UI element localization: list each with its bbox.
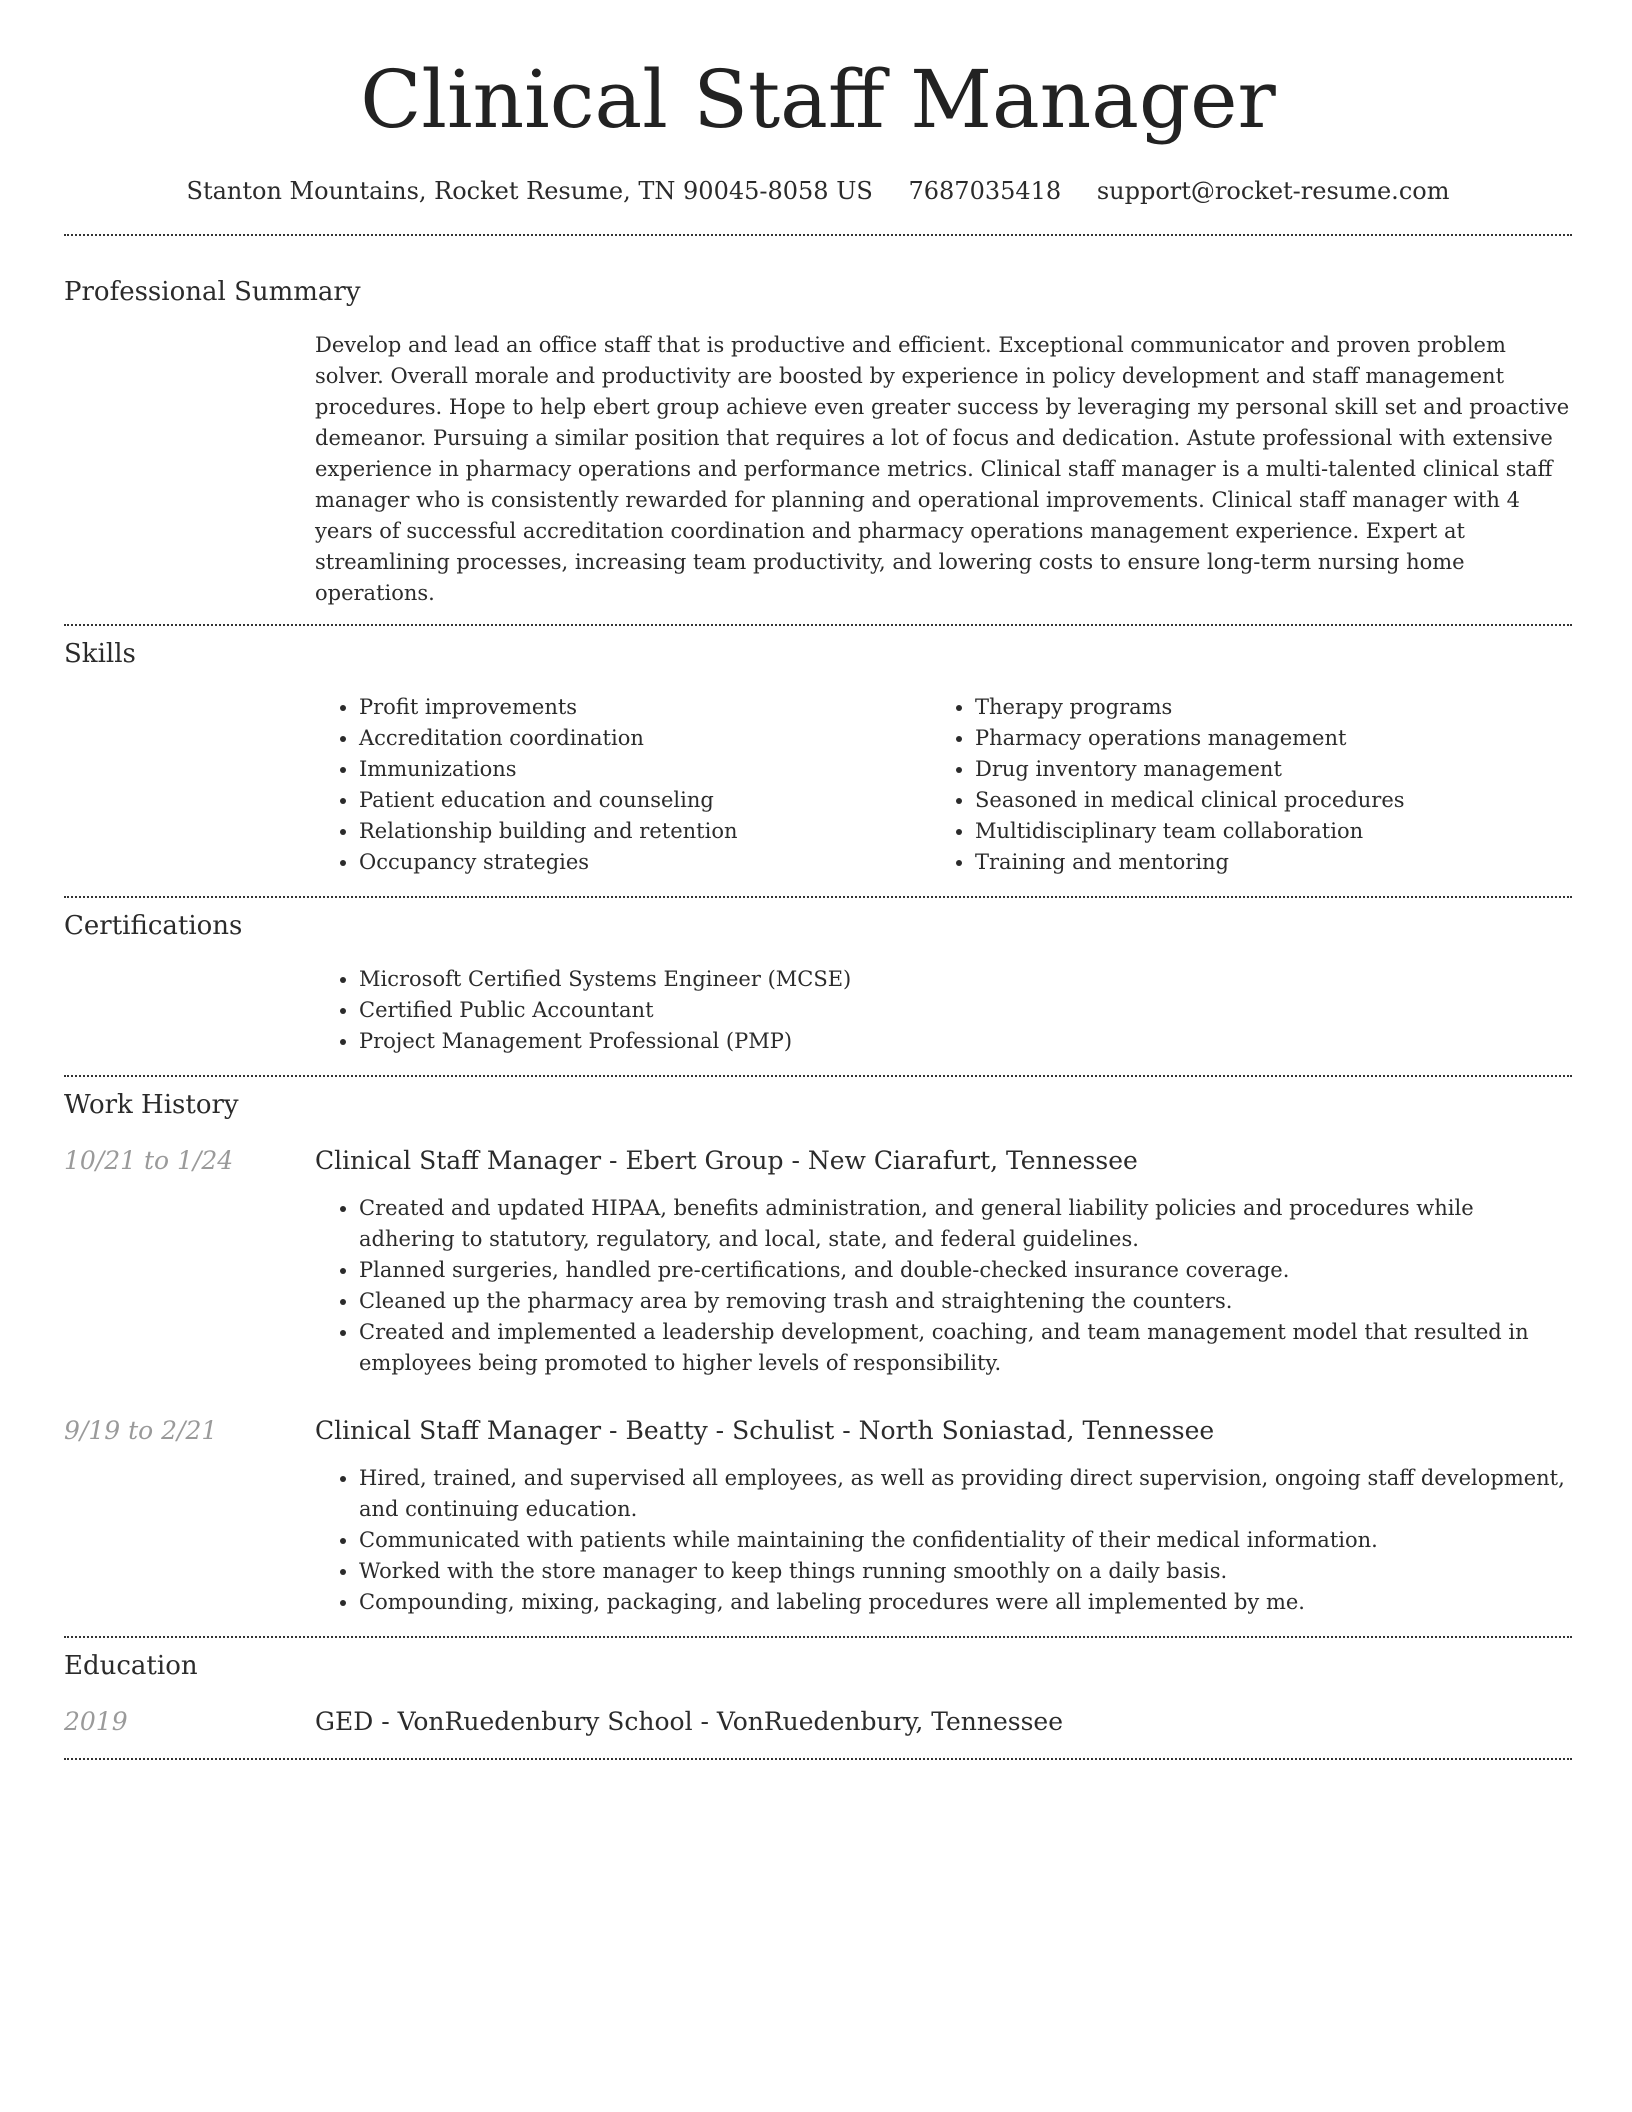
section-title-summary: Professional Summary	[64, 277, 361, 307]
job-bullet: • Hired, trained, and supervised all employees, as well as providing direct supervision, ongoing staff development, and continuing education.	[359, 1463, 1572, 1525]
certifications-list	[315, 964, 1572, 1057]
divider	[64, 234, 1572, 236]
job-entry	[64, 1415, 1572, 1618]
skill-item: • Seasoned in medical clinical procedures	[975, 785, 1547, 816]
skill-item: • Accreditation coordination	[359, 723, 931, 754]
job-bullets	[315, 1193, 1572, 1379]
job-header	[64, 1145, 1572, 1177]
skill-item: • Patient education and counseling	[359, 785, 931, 816]
job-bullet: • Cleaned up the pharmacy area by removing trash and straightening the counters.	[359, 1286, 1572, 1317]
skills-section	[64, 638, 1572, 878]
job-bullet: • Created and updated HIPAA, benefits administration, and general liability policies and procedures while adhering to statutory, regulatory, and local, state, and federal guidelines.	[359, 1193, 1572, 1255]
job-dates: 9/19 to 2/21	[64, 1416, 218, 1445]
divider	[64, 896, 1572, 898]
job-header	[64, 1415, 1572, 1447]
section-title-skills: Skills	[64, 639, 136, 669]
job-heading: Clinical Staff Manager - Beatty - Schulist - North Soniastad, Tennessee	[315, 1416, 1215, 1445]
skill-item: • Pharmacy operations management	[975, 723, 1547, 754]
contact-address: Stanton Mountains, Rocket Resume, TN 90045-8058 US	[186, 177, 873, 205]
job-bullet: • Communicated with patients while maintaining the confidentiality of their medical information.	[359, 1525, 1572, 1556]
work-history-section	[64, 1089, 1572, 1618]
certifications-body	[315, 964, 1572, 1057]
skills-grid	[315, 692, 1572, 878]
certification-item: • Microsoft Certified Systems Engineer (MCSE)	[359, 964, 1572, 995]
skills-list-right	[931, 692, 1547, 878]
job-dates: 10/21 to 1/24	[64, 1146, 234, 1175]
skill-item: • Profit improvements	[359, 692, 931, 723]
certification-item: • Certified Public Accountant	[359, 995, 1572, 1026]
skill-item: • Multidisciplinary team collaboration	[975, 816, 1547, 847]
summary-section	[64, 276, 1572, 609]
divider	[64, 1636, 1572, 1638]
job-bullet: • Compounding, mixing, packaging, and labeling procedures were all implemented by me.	[359, 1587, 1572, 1618]
section-title-certifications: Certifications	[64, 911, 243, 941]
contact-phone: 7687035418	[908, 177, 1062, 205]
job-bullet: • Created and implemented a leadership development, coaching, and team management model that resulted in employees being promoted to higher levels of responsibility.	[359, 1317, 1572, 1379]
education-year: 2019	[64, 1707, 128, 1736]
certifications-section	[64, 910, 1572, 1057]
skill-item: • Drug inventory management	[975, 754, 1547, 785]
education-entry	[64, 1706, 1572, 1738]
summary-text: Develop and lead an office staff that is productive and efficient. Exceptional communicator and proven problem solver. Overall morale and productivity are boosted by experience in policy development and staff management procedures. Hope to help ebert group achieve even greater success by leveraging my personal skill set and proactive demeanor. Pursuing a similar position that requires a lot of focus and dedication. Astute professional with extensive experience in pharmacy operations and performance metrics. Clinical staff manager is a multi-talented clinical staff manager who is consistently rewarded for planning and operational improvements. Clinical staff manager with 4 years of successful accreditation coordination and pharmacy operations management experience. Expert at streamlining processes, increasing team productivity, and lowering costs to ensure long-term nursing home operations.	[315, 333, 1570, 605]
skills-list-left	[315, 692, 931, 878]
job-entry	[64, 1145, 1572, 1379]
job-body	[315, 1463, 1572, 1618]
contact-email: support@rocket-resume.com	[1096, 177, 1450, 205]
section-title-work-history: Work History	[64, 1090, 239, 1120]
education-heading: GED - VonRuedenbury School - VonRuedenbury, Tennessee	[315, 1707, 1063, 1736]
skill-item: • Immunizations	[359, 754, 931, 785]
education-section	[64, 1650, 1572, 1738]
section-title-education: Education	[64, 1651, 198, 1681]
skill-item: • Training and mentoring	[975, 847, 1547, 878]
divider	[64, 624, 1572, 626]
job-bullet: • Planned surgeries, handled pre-certifications, and double-checked insurance coverage.	[359, 1255, 1572, 1286]
candidate-name: Clinical Staff Manager	[360, 53, 1276, 146]
job-bullet: • Worked with the store manager to keep things running smoothly on a daily basis.	[359, 1556, 1572, 1587]
divider	[64, 1075, 1572, 1077]
divider	[64, 1758, 1572, 1760]
skill-item: • Relationship building and retention	[359, 816, 931, 847]
skill-item: • Therapy programs	[975, 692, 1547, 723]
job-heading: Clinical Staff Manager - Ebert Group - New Ciarafurt, Tennessee	[315, 1146, 1138, 1175]
job-bullets	[315, 1463, 1572, 1618]
certification-item: • Project Management Professional (PMP)	[359, 1026, 1572, 1057]
job-body	[315, 1193, 1572, 1379]
skill-item: • Occupancy strategies	[359, 847, 931, 878]
resume-page	[64, 0, 1572, 1760]
contact-line	[64, 176, 1572, 206]
